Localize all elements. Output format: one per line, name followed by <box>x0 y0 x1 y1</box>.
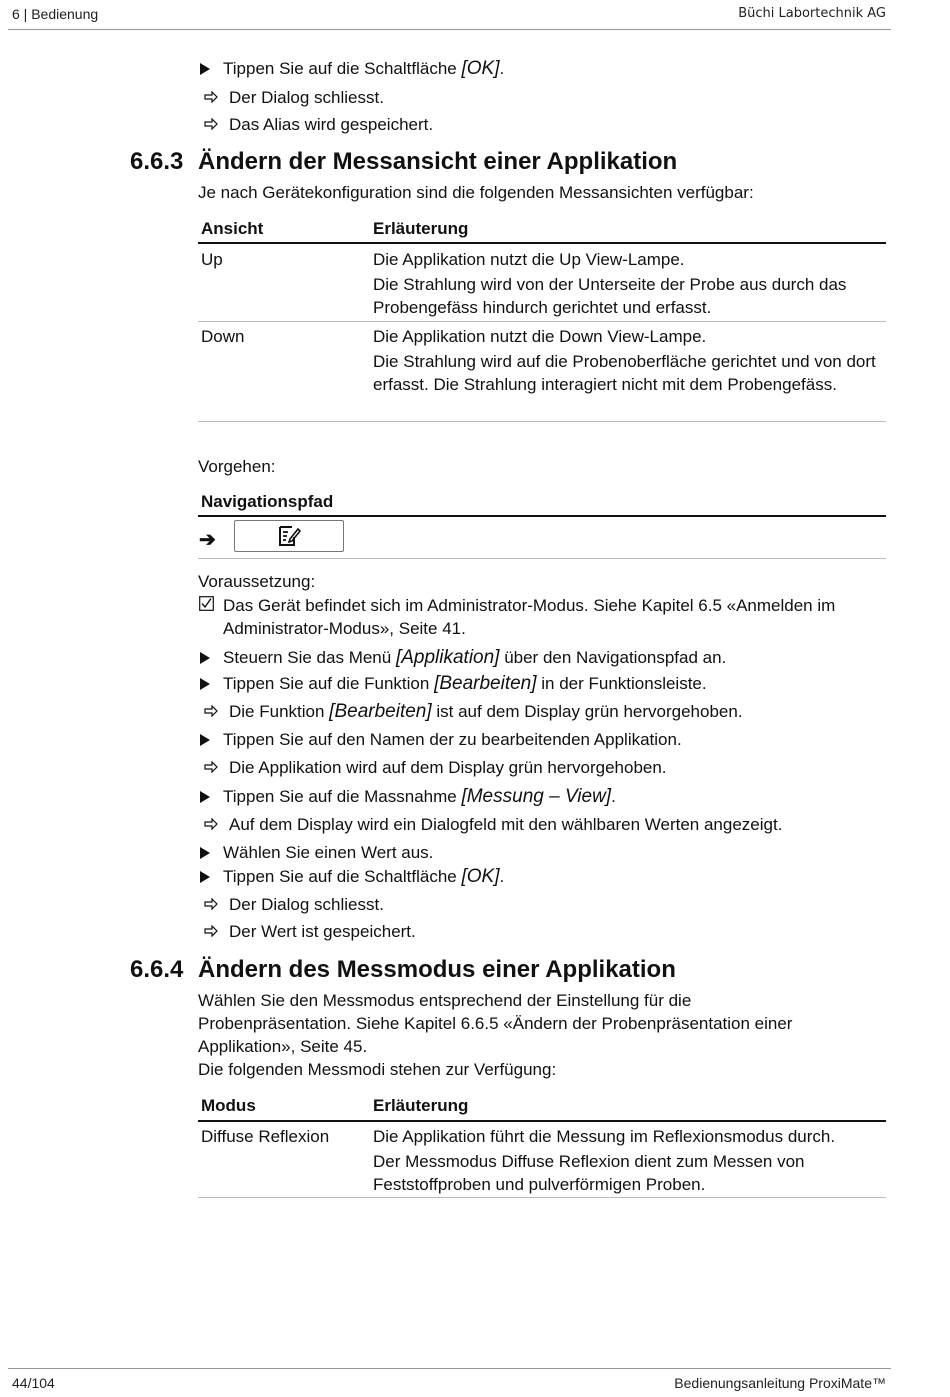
result-arrow-icon <box>204 705 218 717</box>
result-arrow-icon <box>204 761 218 773</box>
table-cell-explanation-detail: Der Messmodus Diffuse Reflexion dient zum Messen von Feststoffproben und pulverförmigen Proben. <box>373 1152 805 1194</box>
table-cell-view: Up <box>201 250 223 269</box>
prerequisite-text: Das Gerät befindet sich im Administrator-Modus. Siehe Kapitel 6.5 «Anmelden im Administrator-Modus», Seite 41. <box>223 596 836 638</box>
result-text: Der Dialog schliesst. <box>229 895 384 914</box>
result-arrow-icon <box>204 91 218 103</box>
step-bullet-icon <box>200 63 210 75</box>
result-arrow-icon <box>204 118 218 130</box>
result-edit-highlighted <box>204 700 743 723</box>
step-suffix: . <box>499 59 505 78</box>
table-row-divider <box>198 321 886 322</box>
section-intro-line: Applikation», Seite 45. <box>198 1037 368 1056</box>
step-bullet-icon <box>200 734 210 746</box>
step-tap-edit <box>200 672 707 695</box>
procedure-label: Vorgehen: <box>198 457 276 476</box>
result-dialog-closes <box>204 893 384 916</box>
result-arrow-icon <box>204 925 218 937</box>
section-intro-line: Probenpräsentation. Siehe Kapitel 6.6.5 «Ändern der Probenpräsentation einer <box>198 1014 793 1033</box>
result-text: Die Funktion <box>229 702 330 721</box>
result-value-saved <box>204 920 416 943</box>
result-suffix: ist auf dem Display grün hervorgehoben. <box>431 702 743 721</box>
result-alias-saved <box>204 113 433 136</box>
step-text: Tippen Sie auf die Massnahme <box>223 787 462 806</box>
footer-rule <box>8 1368 891 1369</box>
step-button-ref: [OK] <box>461 866 500 887</box>
step-text: Steuern Sie das Menü <box>223 648 396 667</box>
nav-path-bottom-rule <box>198 558 886 559</box>
table-header-explanation: Erläuterung <box>373 219 469 238</box>
table-cell-explanation: Die Applikation nutzt die Up View-Lampe. <box>373 250 685 269</box>
section-intro-line: Wählen Sie den Messmodus entsprechend der Einstellung für die <box>198 991 692 1010</box>
step-button-ref: [OK] <box>461 58 500 79</box>
step-text: Tippen Sie auf die Schaltfläche <box>223 59 462 78</box>
step-bullet-icon <box>200 871 210 883</box>
section-intro-line: Die folgenden Messmodi stehen zur Verfügung: <box>198 1060 557 1079</box>
nav-path-header: Navigationspfad <box>201 492 334 511</box>
result-text: Das Alias wird gespeichert. <box>229 115 434 134</box>
result-arrow-icon <box>204 898 218 910</box>
section-number: 6.6.4 <box>130 956 184 983</box>
table-header-rule <box>198 242 886 244</box>
step-suffix: in der Funktionsleiste. <box>536 674 707 693</box>
header-rule <box>8 29 891 30</box>
document-title: Bedienungsanleitung ProxiMate™ <box>674 1375 886 1391</box>
step-bullet-icon <box>200 791 210 803</box>
result-function-ref: [Bearbeiten] <box>329 701 432 722</box>
step-suffix: über den Navigationspfad an. <box>499 648 727 667</box>
step-text: Tippen Sie auf den Namen der zu bearbeitenden Applikation. <box>223 730 682 749</box>
step-open-application-menu <box>200 646 726 669</box>
running-header-chapter: 6 | Bedienung <box>12 6 99 22</box>
step-bullet-icon <box>200 847 210 859</box>
step-bullet-icon <box>200 652 210 664</box>
result-arrow-icon <box>204 818 218 830</box>
running-header-company: Büchi Labortechnik AG <box>738 6 886 21</box>
table-cell-view: Down <box>201 327 245 346</box>
table-header-rule <box>198 1120 886 1122</box>
step-select-value <box>200 841 433 864</box>
result-text: Der Wert ist gespeichert. <box>229 922 416 941</box>
step-menu-ref: [Applikation] <box>395 647 500 668</box>
step-suffix: . <box>499 867 505 886</box>
step-action-ref: [Messung – View] <box>461 786 612 807</box>
step-bullet-icon <box>200 678 210 690</box>
checkbox-checked-icon <box>199 596 214 611</box>
step-function-ref: [Bearbeiten] <box>434 673 537 694</box>
section-number: 6.6.3 <box>130 148 184 175</box>
section-title: Ändern der Messansicht einer Applikation <box>198 148 678 175</box>
nav-path-rule <box>198 515 886 517</box>
edit-icon <box>277 525 301 547</box>
table-cell-mode: Diffuse Reflexion <box>201 1127 330 1146</box>
table-header-explanation: Erläuterung <box>373 1096 469 1115</box>
section-title: Ändern des Messmodus einer Applikation <box>198 956 676 983</box>
table-bottom-rule <box>198 421 886 422</box>
nav-arrow-icon: ➔ <box>199 529 216 551</box>
step-tap-ok <box>200 865 504 888</box>
step-tap-measurement-view <box>200 785 616 808</box>
result-dialog-closes <box>204 86 384 109</box>
table-cell-explanation: Die Applikation nutzt die Down View-Lampe. <box>373 327 707 346</box>
table-header-mode: Modus <box>201 1096 256 1115</box>
step-tap-application-name <box>200 728 682 751</box>
result-text: Der Dialog schliesst. <box>229 88 384 107</box>
step-tap-ok <box>200 57 504 80</box>
edit-button <box>234 520 344 552</box>
table-cell-explanation-detail: Die Strahlung wird von der Unterseite der Probe aus durch das Probengefäss hindurch gerichtet und erfasst. <box>373 275 847 317</box>
step-text: Tippen Sie auf die Funktion <box>223 674 435 693</box>
step-text: Tippen Sie auf die Schaltfläche <box>223 867 462 886</box>
result-application-highlighted <box>204 756 667 779</box>
step-suffix: . <box>611 787 616 806</box>
result-text: Die Applikation wird auf dem Display grün hervorgehoben. <box>229 758 667 777</box>
table-header-view: Ansicht <box>201 219 264 238</box>
table-cell-explanation-detail: Die Strahlung wird auf die Probenoberfläche gerichtet und von dort erfasst. Die Strahlung interagiert nicht mit dem Probengefäss. <box>373 352 876 394</box>
step-text: Wählen Sie einen Wert aus. <box>223 843 434 862</box>
table-cell-explanation: Die Applikation führt die Messung im Reflexionsmodus durch. <box>373 1127 836 1146</box>
section-intro: Je nach Gerätekonfiguration sind die folgenden Messansichten verfügbar: <box>198 183 754 202</box>
table-bottom-rule <box>198 1197 886 1198</box>
result-text: Auf dem Display wird ein Dialogfeld mit den wählbaren Werten angezeigt. <box>229 815 783 834</box>
result-dialog-shown <box>204 813 782 836</box>
page-number: 44/104 <box>12 1375 55 1391</box>
prerequisite-label: Voraussetzung: <box>198 572 316 591</box>
